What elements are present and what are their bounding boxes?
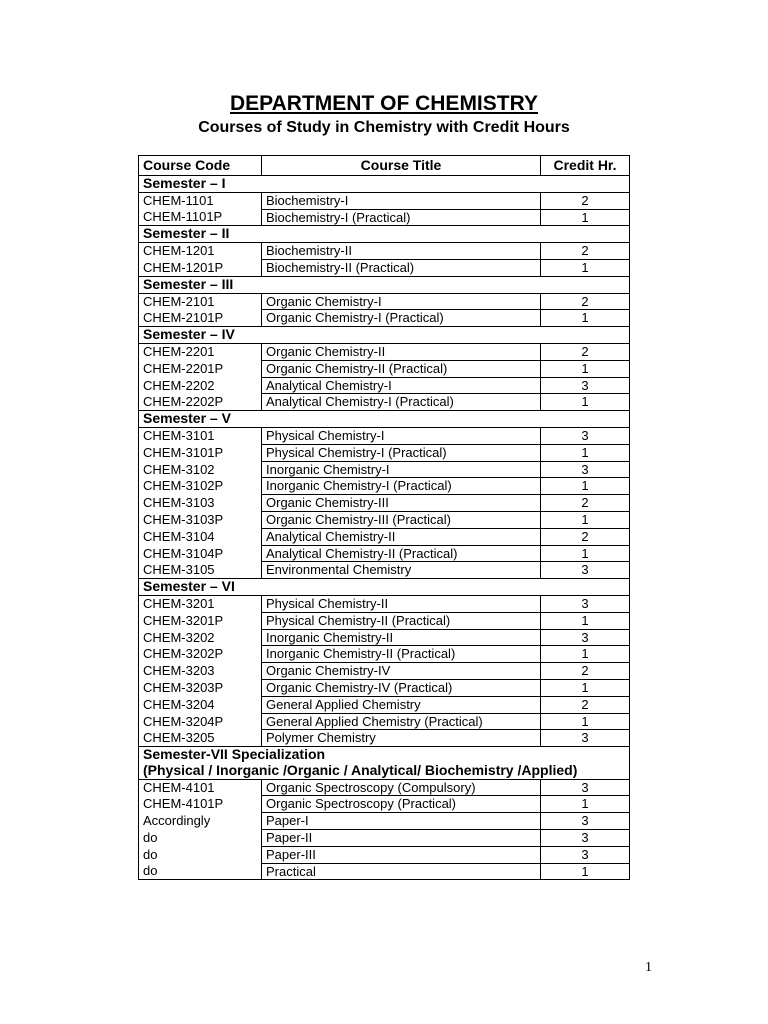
course-title-cell: Physical Chemistry-I (Practical): [262, 444, 541, 461]
credit-hours-cell: 2: [541, 293, 630, 310]
credit-hours-cell: 2: [541, 696, 630, 713]
table-row: [139, 394, 630, 411]
course-code-cell: CHEM-3102: [139, 461, 262, 478]
course-code-cell: CHEM-3103P: [139, 511, 262, 528]
course-code-cell: CHEM-1201P: [139, 259, 262, 276]
course-title-cell: Organic Chemistry-IV: [262, 663, 541, 680]
course-title-cell: Polymer Chemistry: [262, 730, 541, 747]
semester-header-row: [139, 276, 630, 293]
page-number: 1: [645, 960, 652, 975]
semester-label: [139, 579, 630, 596]
credit-hours-cell: 1: [541, 259, 630, 276]
course-code-cell: CHEM-3104P: [139, 545, 262, 562]
table-row: [139, 444, 630, 461]
table-row: [139, 612, 630, 629]
credit-hours-cell: 1: [541, 612, 630, 629]
semester-label-text: Semester – III: [143, 276, 234, 292]
course-code-cell: CHEM-3101P: [139, 444, 262, 461]
table-row: [139, 629, 630, 646]
table-row: [139, 696, 630, 713]
course-title-cell: Practical: [262, 863, 541, 880]
semester-label-text: Semester – V: [143, 410, 231, 427]
semester-label: [139, 327, 630, 344]
table-row: [139, 461, 630, 478]
table-body: [139, 176, 630, 880]
course-code-cell: CHEM-3203P: [139, 679, 262, 696]
course-title-cell: Biochemistry-II: [262, 243, 541, 260]
course-title-cell: Organic Chemistry-II: [262, 343, 541, 360]
table-row: [139, 779, 630, 796]
course-title-cell: Organic Spectroscopy (Compulsory): [262, 779, 541, 796]
table-row: [139, 863, 630, 880]
table-row: [139, 528, 630, 545]
course-code-cell: CHEM-2202P: [139, 394, 262, 411]
credit-hours-cell: 3: [541, 427, 630, 444]
credit-hours-cell: 1: [541, 713, 630, 730]
header-credit-hours: Credit Hr.: [541, 156, 630, 176]
credit-hours-cell: 1: [541, 360, 630, 377]
course-code-cell: CHEM-3205: [139, 730, 262, 747]
table-row: [139, 360, 630, 377]
credit-hours-cell: 2: [541, 495, 630, 512]
course-code-cell: CHEM-3201P: [139, 612, 262, 629]
course-title-cell: Organic Chemistry-III (Practical): [262, 511, 541, 528]
credit-hours-cell: 1: [541, 444, 630, 461]
course-code-cell: CHEM-3204P: [139, 713, 262, 730]
course-title-cell: Paper-III: [262, 846, 541, 863]
credit-hours-cell: 3: [541, 461, 630, 478]
course-title-cell: Analytical Chemistry-II: [262, 528, 541, 545]
course-code-cell: CHEM-3201: [139, 595, 262, 612]
credit-hours-cell: 3: [541, 830, 630, 847]
credit-hours-cell: 1: [541, 679, 630, 696]
specialization-label-text: (Physical / Inorganic /Organic / Analytical/ Biochemistry /Applied): [143, 761, 578, 778]
table-row: [139, 595, 630, 612]
course-title-cell: Physical Chemistry-I: [262, 427, 541, 444]
course-title-cell: Inorganic Chemistry-II: [262, 629, 541, 646]
semester-header-row: [139, 747, 630, 780]
credit-hours-cell: 3: [541, 562, 630, 579]
course-code-cell: CHEM-2201P: [139, 360, 262, 377]
course-code-cell: do: [139, 830, 262, 847]
credit-hours-cell: 3: [541, 629, 630, 646]
semester-label: [139, 226, 630, 243]
course-code-cell: Accordingly: [139, 813, 262, 830]
course-title-cell: Organic Chemistry-IV (Practical): [262, 679, 541, 696]
course-code-cell: CHEM-3101: [139, 427, 262, 444]
credit-hours-cell: 3: [541, 846, 630, 863]
credit-hours-cell: 1: [541, 863, 630, 880]
course-code-cell: CHEM-1101P: [139, 209, 262, 226]
credit-hours-cell: 2: [541, 243, 630, 260]
credit-hours-cell: 1: [541, 209, 630, 226]
course-title-cell: Analytical Chemistry-I (Practical): [262, 394, 541, 411]
course-title-cell: Biochemistry-II (Practical): [262, 259, 541, 276]
course-title-cell: Inorganic Chemistry-I (Practical): [262, 478, 541, 495]
page-title: DEPARTMENT OF CHEMISTRY: [230, 92, 538, 115]
course-title-cell: Environmental Chemistry: [262, 562, 541, 579]
course-title-cell: Paper-II: [262, 830, 541, 847]
course-title-cell: Inorganic Chemistry-II (Practical): [262, 646, 541, 663]
table-row: [139, 730, 630, 747]
table-row: [139, 192, 630, 209]
course-title-cell: Biochemistry-I (Practical): [262, 209, 541, 226]
semester-label: [139, 276, 630, 293]
table-row: [139, 646, 630, 663]
table-row: [139, 310, 630, 327]
course-code-cell: CHEM-2101: [139, 293, 262, 310]
table-row: [139, 713, 630, 730]
credit-hours-cell: 2: [541, 663, 630, 680]
credit-hours-cell: 1: [541, 511, 630, 528]
course-code-cell: CHEM-3105: [139, 562, 262, 579]
courses-table: [138, 155, 630, 880]
credit-hours-cell: 2: [541, 528, 630, 545]
table-row: [139, 679, 630, 696]
course-code-cell: CHEM-3203: [139, 663, 262, 680]
credit-hours-cell: 1: [541, 478, 630, 495]
table-row: [139, 830, 630, 847]
table-row: [139, 846, 630, 863]
course-code-cell: CHEM-1101: [139, 192, 262, 209]
course-code-cell: CHEM-2101P: [139, 310, 262, 327]
course-title-cell: Organic Chemistry-I: [262, 293, 541, 310]
credit-hours-cell: 1: [541, 796, 630, 813]
credit-hours-cell: 1: [541, 545, 630, 562]
table-row: [139, 478, 630, 495]
table-row: [139, 377, 630, 394]
credit-hours-cell: 1: [541, 310, 630, 327]
semester-header-row: [139, 176, 630, 193]
course-title-cell: General Applied Chemistry: [262, 696, 541, 713]
course-title-cell: Paper-I: [262, 813, 541, 830]
table-row: [139, 545, 630, 562]
course-code-cell: do: [139, 863, 262, 880]
course-title-cell: Analytical Chemistry-I: [262, 377, 541, 394]
course-code-cell: do: [139, 846, 262, 863]
credit-hours-cell: 3: [541, 730, 630, 747]
course-code-cell: CHEM-3104: [139, 528, 262, 545]
semester-label-text: Semester – I: [143, 175, 226, 191]
course-code-cell: CHEM-3103: [139, 495, 262, 512]
table-row: [139, 562, 630, 579]
table-row: [139, 495, 630, 512]
semester-label-text: Semester – II: [143, 225, 230, 242]
course-code-cell: CHEM-3202P: [139, 646, 262, 663]
table-header-row: [139, 156, 630, 176]
table-row: [139, 209, 630, 226]
table-row: [139, 813, 630, 830]
course-code-cell: CHEM-3202: [139, 629, 262, 646]
header-course-code: Course Code: [139, 156, 262, 176]
course-code-cell: CHEM-3102P: [139, 478, 262, 495]
page-subtitle: Courses of Study in Chemistry with Credit Hours: [198, 119, 570, 136]
credit-hours-cell: 2: [541, 343, 630, 360]
semester-label-text: Semester – IV: [143, 326, 235, 343]
table-row: [139, 663, 630, 680]
semester-label: [139, 176, 630, 193]
course-code-cell: CHEM-4101P: [139, 796, 262, 813]
credit-hours-cell: 3: [541, 595, 630, 612]
course-title-cell: Organic Chemistry-III: [262, 495, 541, 512]
course-code-cell: CHEM-4101: [139, 779, 262, 796]
semester-label-text: Semester – VI: [143, 578, 235, 595]
course-title-cell: Organic Spectroscopy (Practical): [262, 796, 541, 813]
course-title-cell: Physical Chemistry-II: [262, 595, 541, 612]
table-row: [139, 427, 630, 444]
course-title-cell: Biochemistry-I: [262, 192, 541, 209]
credit-hours-cell: 3: [541, 779, 630, 796]
table-row: [139, 343, 630, 360]
table-row: [139, 243, 630, 260]
course-title-cell: Organic Chemistry-II (Practical): [262, 360, 541, 377]
semester-label: [139, 747, 630, 780]
header-course-title: Course Title: [262, 156, 541, 176]
course-title-cell: Organic Chemistry-I (Practical): [262, 310, 541, 327]
semester-header-row: [139, 327, 630, 344]
semester-label-text: Semester-VII Specialization: [143, 746, 326, 763]
course-title-cell: Physical Chemistry-II (Practical): [262, 612, 541, 629]
course-code-cell: CHEM-2202: [139, 377, 262, 394]
credit-hours-cell: 3: [541, 377, 630, 394]
credit-hours-cell: 1: [541, 394, 630, 411]
credit-hours-cell: 1: [541, 646, 630, 663]
semester-label: [139, 411, 630, 428]
course-code-cell: CHEM-1201: [139, 243, 262, 260]
course-title-cell: General Applied Chemistry (Practical): [262, 713, 541, 730]
table-row: [139, 511, 630, 528]
credit-hours-cell: 3: [541, 813, 630, 830]
course-code-cell: CHEM-2201: [139, 343, 262, 360]
course-code-cell: CHEM-3204: [139, 696, 262, 713]
semester-header-row: [139, 411, 630, 428]
table-row: [139, 259, 630, 276]
table-row: [139, 293, 630, 310]
table-row: [139, 796, 630, 813]
course-title-cell: Inorganic Chemistry-I: [262, 461, 541, 478]
credit-hours-cell: 2: [541, 192, 630, 209]
semester-header-row: [139, 226, 630, 243]
course-title-cell: Analytical Chemistry-II (Practical): [262, 545, 541, 562]
semester-header-row: [139, 579, 630, 596]
